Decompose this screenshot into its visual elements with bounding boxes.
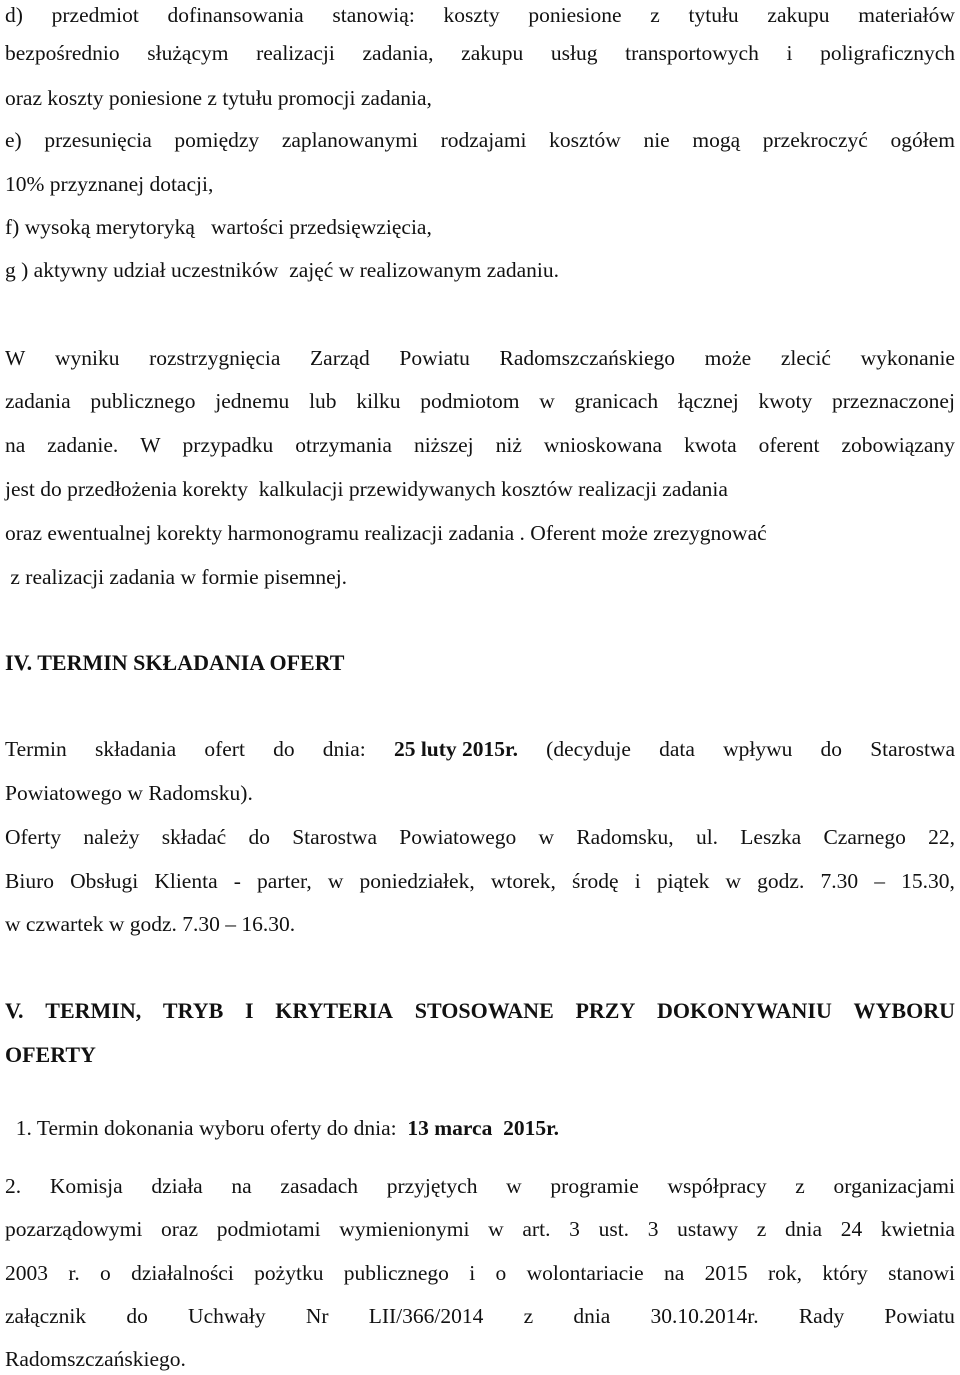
word: zadanie. [47, 433, 119, 457]
section-v-item-1 [5, 1083, 559, 1143]
word: parter, [257, 869, 312, 893]
word: PRZY [575, 998, 636, 1023]
para-e-line-1 [5, 125, 955, 155]
para-wyniku-line-5: oraz ewentualnej korekty harmonogramu realizacji zadania . Oferent może zrezygnować [5, 521, 767, 545]
word: wnioskowana [543, 433, 663, 457]
word: 30.10.2014r. [650, 1304, 759, 1328]
word: - [233, 869, 241, 893]
word: 22, [928, 825, 955, 849]
word: wyniku [54, 346, 120, 370]
word: przedmiot [51, 3, 139, 27]
word: Zarząd [310, 346, 370, 370]
word: poniesione [528, 3, 622, 27]
word: środę [572, 869, 619, 893]
word: Starostwa [292, 825, 377, 849]
word: I [244, 998, 254, 1023]
word: Powiatu [884, 1304, 955, 1328]
word: granicach [574, 389, 659, 413]
item-2-line-1 [5, 1171, 955, 1201]
word: Termin [5, 737, 67, 761]
word: dofinansowania [167, 3, 304, 27]
word: zadania [5, 389, 71, 413]
word: podmiotami [216, 1217, 321, 1241]
word: wykonanie [860, 346, 955, 370]
deadline-line-2: Powiatowego w Radomsku). [5, 781, 253, 805]
word: kwoty [758, 389, 813, 413]
word: pomiędzy [174, 128, 260, 152]
word: V. [5, 998, 24, 1023]
word: Rady [798, 1304, 845, 1328]
word: Powiatowego [399, 825, 517, 849]
word: z [523, 1304, 534, 1328]
item-2-line-3 [5, 1258, 955, 1288]
submit-line-2 [5, 866, 955, 896]
submit-line-1 [5, 822, 955, 852]
word: Leszka [740, 825, 802, 849]
word: na [664, 1261, 685, 1285]
word: może [704, 346, 752, 370]
word: rodzajami [440, 128, 527, 152]
para-wyniku-line-4: jest do przedłożenia korekty kalkulacji przewidywanych kosztów realizacji zadania [5, 477, 728, 501]
word: w [327, 869, 344, 893]
word: transportowych [625, 41, 759, 65]
word: DOKONYWANIU [657, 998, 832, 1023]
word: realizacji [256, 41, 335, 65]
word: ustawy [677, 1217, 739, 1241]
word: godz. [757, 869, 805, 893]
word: łącznej [677, 389, 739, 413]
word: do [248, 825, 270, 849]
word: TRYB [162, 998, 224, 1023]
word: z [650, 3, 660, 27]
word: jednemu [215, 389, 290, 413]
word: składać [161, 825, 227, 849]
word: wolontariacie [526, 1261, 644, 1285]
word: LII/366/2014 [368, 1304, 484, 1328]
item-2-line-4 [5, 1301, 955, 1331]
word: w [539, 389, 555, 413]
word: przeznaczonej [832, 389, 955, 413]
word: który [822, 1261, 868, 1285]
word: przesunięcia [44, 128, 152, 152]
section-v-heading-line-2: OFERTY [5, 1042, 96, 1067]
word: publicznego [90, 389, 196, 413]
word: koszty [443, 3, 500, 27]
item-2-line-2 [5, 1214, 955, 1244]
word: przypadku [182, 433, 274, 457]
word: zaplanowanymi [281, 128, 418, 152]
word: zasadach [280, 1174, 359, 1198]
word: 3 [647, 1217, 659, 1241]
para-e-line-2: 10% przyznanej dotacji, [5, 172, 214, 196]
word: 15.30, [901, 869, 955, 893]
word: dnia: [322, 737, 366, 761]
word: Radomsku, [576, 825, 674, 849]
word: w [538, 825, 555, 849]
word: ogółem [890, 128, 955, 152]
word: (decyduje [546, 737, 631, 761]
word: Oferty [5, 825, 62, 849]
word: służącym [147, 41, 229, 65]
word: rok, [767, 1261, 803, 1285]
word: W [140, 433, 161, 457]
word: 2. [5, 1174, 22, 1198]
word: 25 luty 2015r. [393, 737, 518, 761]
word: pożytku [254, 1261, 324, 1285]
word: organizacjami [833, 1174, 955, 1198]
word: art. [522, 1217, 551, 1241]
word: o [495, 1261, 507, 1285]
word: ofert [204, 737, 245, 761]
word: otrzymania [295, 433, 392, 457]
word: dnia [573, 1304, 611, 1328]
word: kilku [356, 389, 401, 413]
word: Uchwały [188, 1304, 266, 1328]
word: wymienionymi [339, 1217, 470, 1241]
word: r. [68, 1261, 80, 1285]
word: działalności [131, 1261, 234, 1285]
word: KRYTERIA [275, 998, 394, 1023]
para-d-line-2 [5, 38, 955, 68]
word: rozstrzygnięcia [149, 346, 281, 370]
word: data [659, 737, 695, 761]
word: składania [94, 737, 177, 761]
word: Obsługi [70, 869, 139, 893]
word: zakupu [461, 41, 524, 65]
word: przekroczyć [762, 128, 868, 152]
word: współpracy [667, 1174, 767, 1198]
word: ust. [598, 1217, 630, 1241]
word: bezpośrednio [5, 41, 120, 65]
word: Radomszczańskiego [499, 346, 676, 370]
word: 3 [569, 1217, 580, 1241]
word: zakupu [767, 3, 830, 27]
word: stanowi [888, 1261, 955, 1285]
word: należy [83, 825, 140, 849]
word: podmiotom [420, 389, 520, 413]
word: Czarnego [823, 825, 906, 849]
word: materiałów [858, 3, 955, 27]
word: zlecić [780, 346, 831, 370]
word: o [100, 1261, 111, 1285]
word: Klienta [154, 869, 218, 893]
word: d) [5, 3, 23, 27]
word: do [126, 1304, 148, 1328]
word: w [506, 1174, 522, 1198]
word: programie [550, 1174, 639, 1198]
word: 7.30 [820, 869, 859, 893]
section-iv-heading: IV. TERMIN SKŁADANIA OFERT [5, 650, 345, 675]
word: i [469, 1261, 476, 1285]
word: nie [643, 128, 670, 152]
section-v-heading-line-1 [5, 996, 955, 1026]
word: wtorek, [490, 869, 556, 893]
word: tytułu [688, 3, 739, 27]
word: w [725, 869, 742, 893]
word: do [820, 737, 843, 761]
word: Nr [305, 1304, 329, 1328]
word: przyjętych [386, 1174, 478, 1198]
word: kwietnia [880, 1217, 955, 1241]
word: wpływu [723, 737, 793, 761]
para-wyniku-line-6: z realizacji zadania w formie pisemnej. [5, 565, 348, 589]
word: poniedziałek, [359, 869, 475, 893]
word: poligraficznych [820, 41, 955, 65]
word: TERMIN, [45, 998, 142, 1023]
word: Biuro [5, 869, 54, 893]
word: do [273, 737, 295, 761]
word: na [231, 1174, 252, 1198]
item-1-label: 1. Termin dokonania wyboru oferty do dnia: [15, 1116, 408, 1140]
word: działa [151, 1174, 203, 1198]
word: e) [5, 128, 22, 152]
submit-line-3: w czwartek w godz. 7.30 – 16.30. [5, 912, 296, 936]
word: i [634, 869, 641, 893]
word: piątek [656, 869, 710, 893]
word: publicznego [343, 1261, 449, 1285]
word: oferent [758, 433, 820, 457]
word: załącznik [5, 1304, 87, 1328]
para-g: g ) aktywny udział uczestników zajęć w realizowanym zadaniu. [5, 258, 560, 282]
word: stanowią: [332, 3, 415, 27]
word: STOSOWANE [414, 998, 554, 1023]
para-wyniku-line-3 [5, 430, 955, 460]
word: 2003 [5, 1261, 48, 1285]
word: zobowiązany [841, 433, 955, 457]
deadline-line-1 [5, 734, 955, 764]
word: niższej [413, 433, 474, 457]
item-1-date: 13 marca 2015r. [407, 1116, 560, 1140]
para-wyniku-line-1 [5, 343, 955, 373]
word: pozarządowymi [5, 1217, 143, 1241]
word: Powiatu [399, 346, 470, 370]
word: usług [550, 41, 598, 65]
word: i [786, 41, 793, 65]
word: – [874, 869, 885, 893]
word: kwota [684, 433, 737, 457]
word: na [5, 433, 26, 457]
word: Starostwa [870, 737, 955, 761]
para-wyniku-line-2 [5, 386, 955, 416]
word: lub [309, 389, 337, 413]
para-d-line-1 [5, 0, 955, 30]
word: oraz [161, 1217, 198, 1241]
word: niż [495, 433, 522, 457]
word: Komisja [49, 1174, 123, 1198]
word: 2015 [704, 1261, 748, 1285]
word: WYBORU [853, 998, 955, 1023]
word: mogą [692, 128, 741, 152]
word: z [795, 1174, 805, 1198]
para-d-line-3: oraz koszty poniesione z tytułu promocji zadania, [5, 86, 432, 110]
word: 24 [840, 1217, 863, 1241]
word: w [488, 1217, 504, 1241]
item-2-line-5: Radomszczańskiego. [5, 1347, 186, 1371]
word: W [5, 346, 26, 370]
word: zadania, [362, 41, 434, 65]
word: ul. [695, 825, 719, 849]
word: dnia [785, 1217, 823, 1241]
word: z [756, 1217, 767, 1241]
word: kosztów [549, 128, 621, 152]
para-f: f) wysoką merytoryką wartości przedsięwzięcia, [5, 215, 432, 239]
